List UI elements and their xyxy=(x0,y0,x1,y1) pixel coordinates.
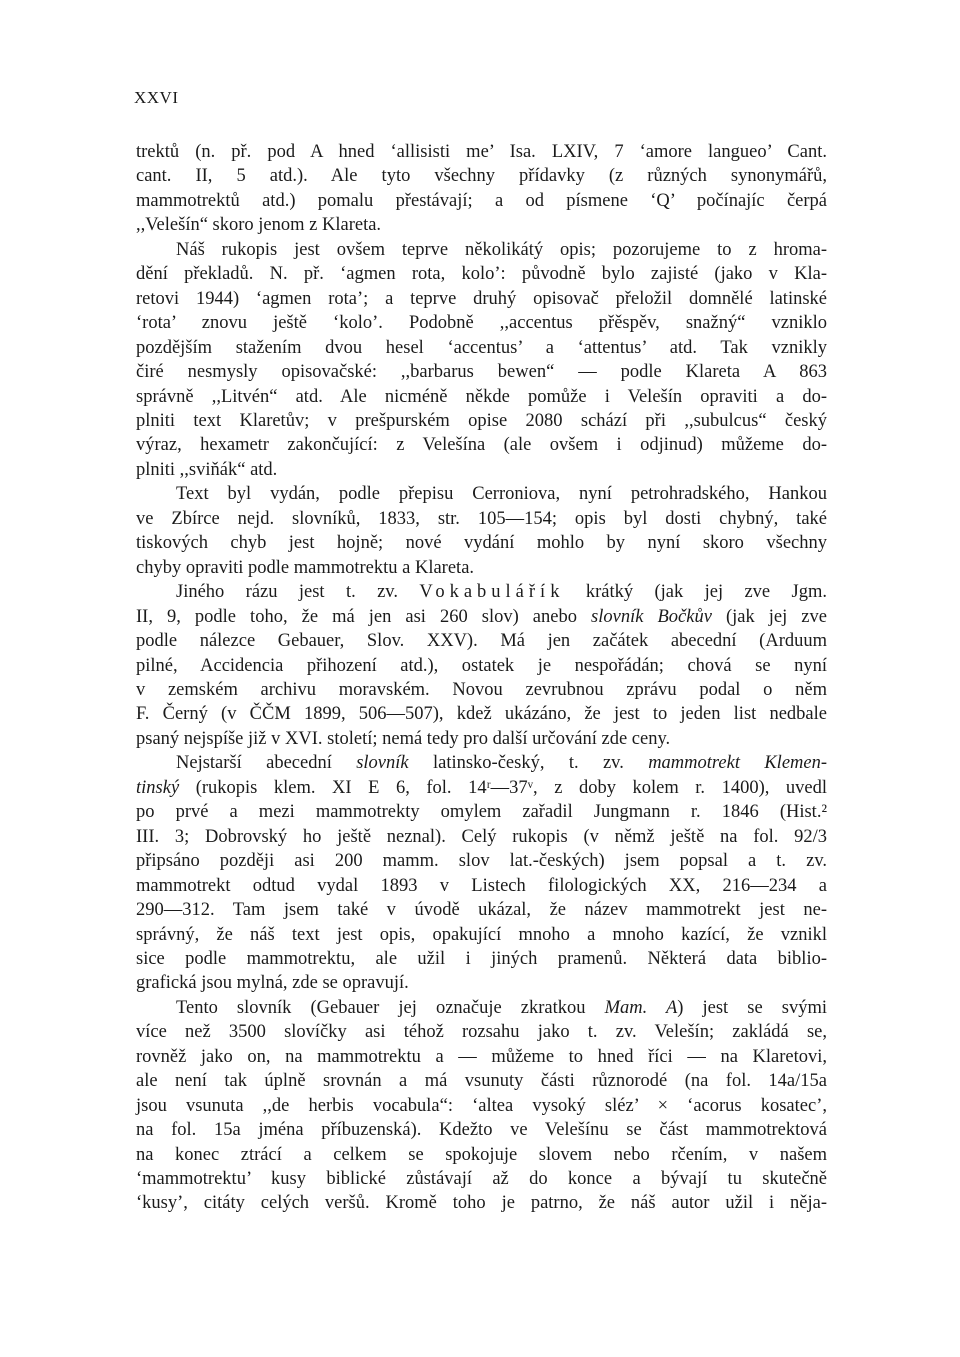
text-line xyxy=(136,1069,827,1093)
text-line xyxy=(136,482,827,506)
text-line xyxy=(136,458,827,482)
text-span: 290—312. Tam jsem také v úvodě ukázal, že název mammotrekt jest ne- xyxy=(136,900,827,921)
text-line xyxy=(136,238,827,262)
text-span: ‘rota’ znovu ještě ‘kolo’. Podobně ,,accentus přěspěv, snažný“ vzniklo xyxy=(136,313,827,334)
text-line xyxy=(136,1191,827,1215)
text-line xyxy=(136,1020,827,1044)
text-span: (jak jej zve xyxy=(711,606,827,627)
text-line xyxy=(136,751,827,775)
text-line xyxy=(136,556,827,580)
text-line xyxy=(136,287,827,311)
text-span: trektů (n. př. pod A hned ‘allisisti me’ Isa. LXIV, 7 ‘amore langueo’ Cant. xyxy=(136,142,827,162)
text-span: ve Zbírce nejd. slovníků, 1833, str. 105—154; opis byl dosti chybný, také xyxy=(136,508,827,529)
text-span: mammotrekt odtud vydal 1893 v Listech filologických XX, 216—234 a xyxy=(136,875,827,896)
text-span: F. Černý (v ČČM 1899, 506—507), kdež ukázáno, že jest to jeden list nedbale xyxy=(136,704,827,725)
text-span: Tento slovník (Gebauer jej označuje zkratkou xyxy=(176,997,605,1018)
text-line xyxy=(136,947,827,971)
text-line xyxy=(136,702,827,726)
text-span: Mam. A xyxy=(604,997,678,1018)
text-line xyxy=(136,385,827,409)
text-span: čiré nesmysly opisovačské: ,,barbarus bewen“ — podle Klareta A 863 xyxy=(136,362,827,383)
text-span: Nejstarší abecední xyxy=(176,753,357,774)
text-span: slovník xyxy=(356,753,409,774)
text-span: grafická jsou mylná, zde se opravují. xyxy=(136,973,409,994)
text-line xyxy=(136,727,827,751)
text-span: Náš rukopis jest ovšem teprve několikátý opis; pozorujeme to z hroma- xyxy=(176,239,827,260)
text-span: Jiného rázu jest t. zv. xyxy=(176,582,420,603)
text-span: správný, že náš text jest opis, opakující mnoho a mnoho kazící, že vznikl xyxy=(136,924,827,945)
text-line xyxy=(136,1094,827,1118)
text-line xyxy=(136,140,827,164)
text-line xyxy=(136,507,827,531)
text-span: II, 9, podle toho, že má jen asi 260 slov) anebo xyxy=(136,606,592,627)
body-text xyxy=(136,140,827,1216)
text-span: III. 3; Dobrovský ho ještě neznal). Celý rukopis (v němž ještě na fol. 92/3 xyxy=(136,826,827,847)
text-span: více než 3500 slovíčky asi téhož rozsahu jako t. zv. Velešín; zakládá se, xyxy=(136,1022,827,1043)
text-line xyxy=(136,262,827,286)
text-span: Text byl vydán, podle přepisu Cerroniova, nyní petrohradského, Hankou xyxy=(176,484,827,505)
text-line xyxy=(136,213,827,237)
text-span: ) jest se svými xyxy=(677,997,827,1018)
text-line xyxy=(136,898,827,922)
text-span: na fol. 15a jména příbuzenská). Kdežto ve Velešínu se část mammotrektová xyxy=(136,1120,827,1141)
text-span: (rukopis klem. XI E 6, fol. 14ʳ—37ᵛ, z doby kolem r. 1400), uvedl xyxy=(179,777,827,798)
text-span: na konec ztrácí a celkem se spokojuje slovem nebo rčením, v našem xyxy=(136,1144,827,1165)
text-span: jsou vsunuta ,,de herbis vocabula“: ‘altea vysoký sléz’ × ‘acorus kosatec’, xyxy=(136,1095,827,1116)
text-line xyxy=(136,629,827,653)
text-span: připsáno později asi 200 mamm. slov lat.-českých) jsem popsal a t. zv. xyxy=(136,851,827,872)
text-line xyxy=(136,580,827,604)
text-span: Vokabulářík xyxy=(419,582,565,603)
text-span: chyby opraviti podle mammotrektu a Klareta. xyxy=(136,557,475,578)
text-span: tiskových chyb jest hojně; nové vydání mohlo by nyní skoro všechny xyxy=(136,533,827,554)
text-span: výraz, hexametr zakončující: z Velešína (ale ovšem i odjinud) můžeme do- xyxy=(136,435,827,456)
text-span: ,,Velešín“ skoro jenom z Klareta. xyxy=(136,215,382,236)
text-line xyxy=(136,923,827,947)
text-line xyxy=(136,825,827,849)
text-span: cant. II, 5 atd.). Ale tyto všechny přídavky (z různých synonymářů, xyxy=(136,166,827,187)
text-span: mammotrekt Klemen- xyxy=(648,753,828,774)
text-span: latinsko-český, t. zv. xyxy=(408,753,649,774)
text-span: po prvé a mezi mammotrekty omylem zařadil Jungmann r. 1846 (Hist.² xyxy=(136,802,827,823)
page-number: XXVI xyxy=(134,88,179,107)
text-line xyxy=(136,311,827,335)
text-line xyxy=(136,800,827,824)
text-line xyxy=(136,1143,827,1167)
text-span: ‘kusy’, citáty celých veršů. Kromě toho je patrno, že náš autor užil i něja- xyxy=(136,1193,827,1214)
text-span: slovník Bočkův xyxy=(591,606,712,627)
text-span: psaný nejspíše již v XVI. století; nemá tedy pro další určování zde ceny. xyxy=(136,728,671,749)
text-line xyxy=(136,409,827,433)
text-line xyxy=(136,164,827,188)
text-line xyxy=(136,433,827,457)
text-span: správně ,,Litvén“ atd. Ale nicméně někde pomůže i Velešín opraviti a do- xyxy=(136,386,827,407)
text-line xyxy=(136,654,827,678)
text-line xyxy=(136,605,827,629)
text-line xyxy=(136,360,827,384)
text-line xyxy=(136,1167,827,1191)
text-span: podle nálezce Gebauer, Slov. XXV). Má jen začátek abecední (Arduum xyxy=(136,631,827,652)
text-span: rovněž jako on, na mammotrektu a — můžeme to hned říci — na Klaretovi, xyxy=(136,1046,827,1067)
text-span: mammotrektů atd.) pomalu přestávají; a od písmene ‘Q’ počínajíc čerpá xyxy=(136,190,827,211)
text-span: sice podle mammotrektu, ale užil i jiných pramenů. Některá data biblio- xyxy=(136,948,827,969)
text-line xyxy=(136,971,827,995)
text-span: ale není tak úplně srovnán a má vsunuty části různorodé (na fol. 14a/15a xyxy=(136,1071,827,1092)
text-line xyxy=(136,678,827,702)
text-line xyxy=(136,996,827,1020)
text-span: ‘mammotrektu’ kusy biblické zůstávají až do konce a bývají tu skutečně xyxy=(136,1169,827,1190)
text-line xyxy=(136,336,827,360)
text-line xyxy=(136,531,827,555)
text-span: pilné, Accidencia přihození atd.), ostatek je nespořádán; chová se nyní xyxy=(136,655,827,676)
text-span: v zemském archivu moravském. Novou zevrubnou zprávu podal o něm xyxy=(136,679,827,700)
text-line xyxy=(136,874,827,898)
text-line xyxy=(136,849,827,873)
text-line xyxy=(136,1045,827,1069)
text-line xyxy=(136,189,827,213)
text-span: plniti ,,sviňák“ atd. xyxy=(136,459,278,480)
text-span: krátký (jak jej zve Jgm. xyxy=(564,582,827,603)
text-span: retovi 1944) ‘agmen rota’; a teprve druhý opisovač přeložil domnělé latinské xyxy=(136,288,827,309)
text-span: tinský xyxy=(136,777,180,798)
text-line xyxy=(136,776,827,800)
text-span: dění překladů. N. př. ‘agmen rota, kolo’: původně bylo zajisté (jako v Kla- xyxy=(136,264,827,285)
text-span: plniti text Klaretův; v prešpurském opise 2080 schází při ,,subulcus“ český xyxy=(136,410,827,431)
text-line xyxy=(136,1118,827,1142)
text-span: pozdějším stažením dvou hesel ‘accentus’ a ‘attentus’ atd. Tak vznikly xyxy=(136,337,827,358)
